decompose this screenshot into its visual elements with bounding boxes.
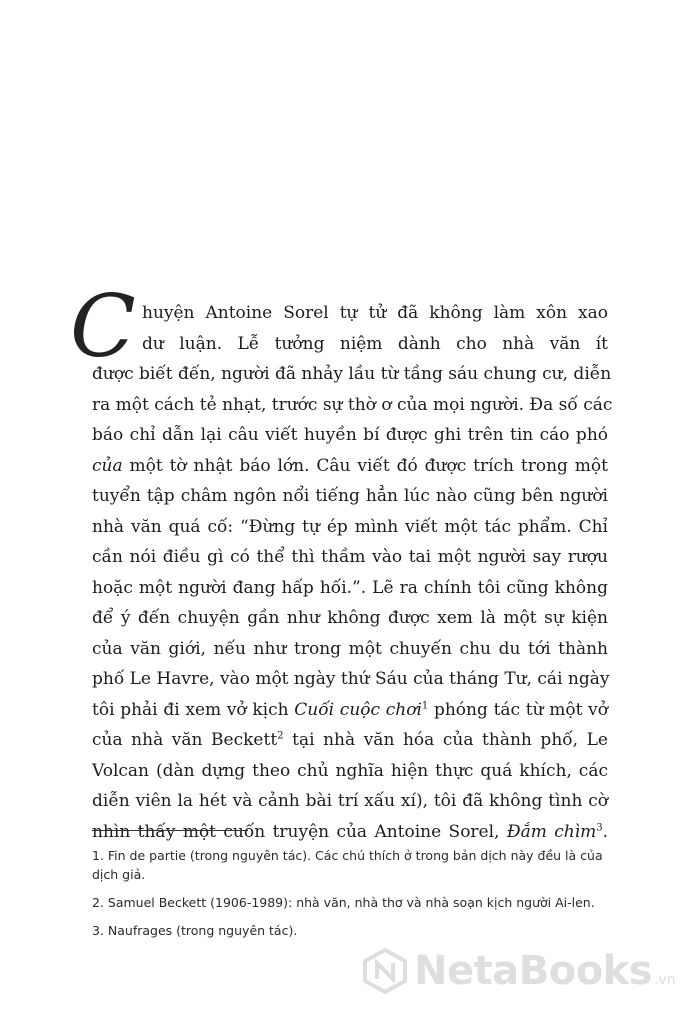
- text-line: được biết đến, người đã nhảy lầu từ tầng sáu chung cư, diễn: [92, 364, 612, 384]
- text-line: dư luận. Lễ tưởng niệm dành cho nhà văn ít: [142, 333, 608, 354]
- text-segment: phóng tác từ một vở: [428, 699, 609, 720]
- text-line: [92, 695, 608, 726]
- text-line: huyện Antoine Sorel tự tử đã không làm xôn xao: [142, 303, 608, 323]
- play-title: Cuối cuộc chơi: [294, 699, 422, 720]
- text-line: nhà văn quá cố: “Đừng tự ép mình viết một tác phẩm. Chỉ: [92, 516, 608, 537]
- book-title: Đắm chìm: [506, 821, 597, 842]
- footnote-ref[interactable]: 1: [421, 699, 429, 711]
- main-paragraph: [70, 277, 613, 847]
- watermark-brand: NetaBooks: [414, 948, 653, 994]
- text-line: cần nói điều gì có thể thì thầm vào tai một người say rượu: [92, 547, 608, 567]
- footnote-2: 2. Samuel Beckett (1906-1989): nhà văn, nhà thơ và nhà soạn kịch người Ai-len.: [92, 895, 595, 910]
- text-line: Volcan (dàn dựng theo chủ nghĩa hiện thực quá khích, các: [92, 760, 608, 781]
- footnotes: [92, 846, 612, 949]
- watermark-suffix: .vn: [654, 972, 676, 988]
- text-line: tuyển tập châm ngôn nổi tiếng hẳn lúc nào cũng bên người: [92, 486, 608, 506]
- drop-cap: C: [70, 277, 136, 377]
- text-segment: tại nhà văn hóa của thành phố, Le: [283, 730, 608, 750]
- text-line-rest: một tờ nhật báo lớn. Câu viết đó được trích trong một: [122, 455, 608, 476]
- netabooks-logo-icon: [362, 948, 408, 994]
- text-line: báo chỉ dẫn lại câu viết huyền bí được ghi trên tin cáo phó: [92, 425, 608, 445]
- text-segment: nhìn thấy một cuốn truyện của Antoine Sorel,: [92, 821, 507, 842]
- text-line: ra một cách tẻ nhạt, trước sự thờ ơ của mọi người. Đa số các: [92, 394, 613, 415]
- watermark: [362, 948, 676, 994]
- italic-word: của: [92, 455, 123, 476]
- text-segment: tôi phải đi xem vở kịch: [92, 699, 295, 720]
- footnote-3: 3. Naufrages (trong nguyên tác).: [92, 923, 298, 938]
- text-line: của văn giới, nếu như trong một chuyến chu du tới thành: [92, 638, 608, 659]
- text-line: [92, 817, 608, 848]
- text-segment: của nhà văn Beckett: [92, 730, 278, 750]
- text-line: [92, 725, 608, 756]
- footnote-ref[interactable]: 3: [596, 821, 603, 833]
- text-line: diễn viên la hét và cảnh bài trí xấu xí), tôi đã không tình cờ: [92, 791, 608, 811]
- text-line: [92, 451, 608, 482]
- text-line: hoặc một người đang hấp hối.”. Lẽ ra chính tôi cũng không: [92, 577, 608, 598]
- text-segment: .: [602, 821, 608, 842]
- footnote-divider: [92, 830, 248, 831]
- text-line: để ý đến chuyện gần như không được xem là một sự kiện: [92, 608, 608, 628]
- footnote-1: 1. Fin de partie (trong nguyên tác). Các chú thích ở trong bản dịch này đều là của dịch giả.: [92, 848, 603, 882]
- footnote-ref[interactable]: 2: [277, 730, 284, 742]
- text-line: phố Le Havre, vào một ngày thứ Sáu của tháng Tư, cái ngày: [92, 669, 610, 689]
